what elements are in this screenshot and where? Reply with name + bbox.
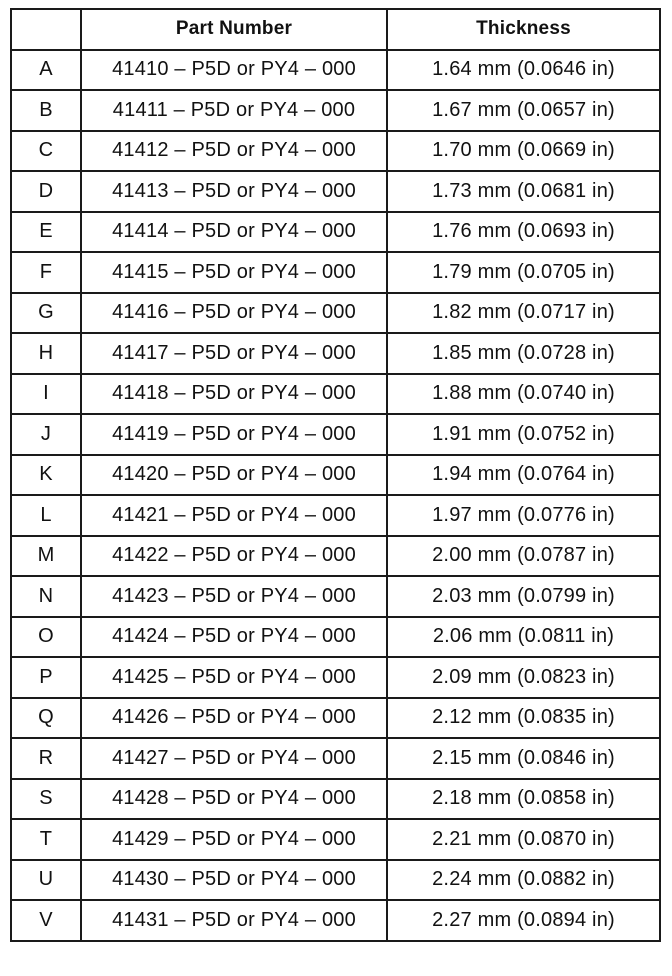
cell-thickness: 1.97 mm (0.0776 in) bbox=[387, 495, 660, 536]
cell-thickness: 2.18 mm (0.0858 in) bbox=[387, 779, 660, 820]
cell-letter: P bbox=[11, 657, 81, 698]
cell-thickness: 2.09 mm (0.0823 in) bbox=[387, 657, 660, 698]
table-row bbox=[11, 171, 660, 212]
cell-part-number: 41421 – P5D or PY4 – 000 bbox=[81, 495, 387, 536]
header-letter bbox=[11, 9, 81, 50]
cell-thickness: 1.73 mm (0.0681 in) bbox=[387, 171, 660, 212]
table-row bbox=[11, 860, 660, 901]
cell-part-number: 41426 – P5D or PY4 – 000 bbox=[81, 698, 387, 739]
cell-part-number: 41427 – P5D or PY4 – 000 bbox=[81, 738, 387, 779]
cell-part-number: 41428 – P5D or PY4 – 000 bbox=[81, 779, 387, 820]
cell-thickness: 2.21 mm (0.0870 in) bbox=[387, 819, 660, 860]
cell-letter: R bbox=[11, 738, 81, 779]
table-row bbox=[11, 536, 660, 577]
table-row bbox=[11, 50, 660, 91]
cell-part-number: 41429 – P5D or PY4 – 000 bbox=[81, 819, 387, 860]
cell-part-number: 41422 – P5D or PY4 – 000 bbox=[81, 536, 387, 577]
table-row bbox=[11, 698, 660, 739]
cell-thickness: 2.12 mm (0.0835 in) bbox=[387, 698, 660, 739]
cell-letter: O bbox=[11, 617, 81, 658]
table-header-row bbox=[11, 9, 660, 50]
cell-letter: E bbox=[11, 212, 81, 253]
cell-thickness: 1.94 mm (0.0764 in) bbox=[387, 455, 660, 496]
cell-thickness: 1.88 mm (0.0740 in) bbox=[387, 374, 660, 415]
cell-thickness: 1.79 mm (0.0705 in) bbox=[387, 252, 660, 293]
cell-letter: K bbox=[11, 455, 81, 496]
cell-part-number: 41415 – P5D or PY4 – 000 bbox=[81, 252, 387, 293]
cell-part-number: 41425 – P5D or PY4 – 000 bbox=[81, 657, 387, 698]
cell-thickness: 1.91 mm (0.0752 in) bbox=[387, 414, 660, 455]
cell-thickness: 1.82 mm (0.0717 in) bbox=[387, 293, 660, 334]
cell-part-number: 41418 – P5D or PY4 – 000 bbox=[81, 374, 387, 415]
header-part-number: Part Number bbox=[81, 9, 387, 50]
cell-thickness: 2.27 mm (0.0894 in) bbox=[387, 900, 660, 941]
table-row bbox=[11, 779, 660, 820]
table-row bbox=[11, 819, 660, 860]
cell-thickness: 1.64 mm (0.0646 in) bbox=[387, 50, 660, 91]
table-row bbox=[11, 333, 660, 374]
cell-letter: Q bbox=[11, 698, 81, 739]
cell-part-number: 41411 – P5D or PY4 – 000 bbox=[81, 90, 387, 131]
cell-part-number: 41419 – P5D or PY4 – 000 bbox=[81, 414, 387, 455]
cell-letter: T bbox=[11, 819, 81, 860]
table-row bbox=[11, 576, 660, 617]
cell-letter: L bbox=[11, 495, 81, 536]
cell-letter: I bbox=[11, 374, 81, 415]
cell-part-number: 41416 – P5D or PY4 – 000 bbox=[81, 293, 387, 334]
cell-letter: G bbox=[11, 293, 81, 334]
cell-thickness: 1.70 mm (0.0669 in) bbox=[387, 131, 660, 172]
cell-letter: M bbox=[11, 536, 81, 577]
table-row bbox=[11, 900, 660, 941]
cell-thickness: 2.15 mm (0.0846 in) bbox=[387, 738, 660, 779]
cell-part-number: 41412 – P5D or PY4 – 000 bbox=[81, 131, 387, 172]
table-row bbox=[11, 374, 660, 415]
cell-letter: C bbox=[11, 131, 81, 172]
cell-thickness: 2.06 mm (0.0811 in) bbox=[387, 617, 660, 658]
cell-part-number: 41430 – P5D or PY4 – 000 bbox=[81, 860, 387, 901]
cell-letter: V bbox=[11, 900, 81, 941]
cell-part-number: 41410 – P5D or PY4 – 000 bbox=[81, 50, 387, 91]
table-row bbox=[11, 495, 660, 536]
table-row bbox=[11, 90, 660, 131]
cell-part-number: 41424 – P5D or PY4 – 000 bbox=[81, 617, 387, 658]
table-row bbox=[11, 657, 660, 698]
cell-thickness: 2.00 mm (0.0787 in) bbox=[387, 536, 660, 577]
cell-letter: A bbox=[11, 50, 81, 91]
table-row bbox=[11, 738, 660, 779]
table-row bbox=[11, 293, 660, 334]
cell-letter: B bbox=[11, 90, 81, 131]
cell-thickness: 2.24 mm (0.0882 in) bbox=[387, 860, 660, 901]
table-body bbox=[11, 50, 660, 941]
cell-part-number: 41423 – P5D or PY4 – 000 bbox=[81, 576, 387, 617]
cell-thickness: 2.03 mm (0.0799 in) bbox=[387, 576, 660, 617]
table-row bbox=[11, 252, 660, 293]
cell-letter: H bbox=[11, 333, 81, 374]
cell-letter: S bbox=[11, 779, 81, 820]
cell-part-number: 41414 – P5D or PY4 – 000 bbox=[81, 212, 387, 253]
cell-thickness: 1.67 mm (0.0657 in) bbox=[387, 90, 660, 131]
header-thickness: Thickness bbox=[387, 9, 660, 50]
cell-letter: U bbox=[11, 860, 81, 901]
parts-thickness-table bbox=[10, 8, 661, 942]
cell-part-number: 41420 – P5D or PY4 – 000 bbox=[81, 455, 387, 496]
cell-letter: N bbox=[11, 576, 81, 617]
cell-thickness: 1.85 mm (0.0728 in) bbox=[387, 333, 660, 374]
cell-part-number: 41413 – P5D or PY4 – 000 bbox=[81, 171, 387, 212]
cell-part-number: 41417 – P5D or PY4 – 000 bbox=[81, 333, 387, 374]
table-row bbox=[11, 131, 660, 172]
cell-letter: F bbox=[11, 252, 81, 293]
table-row bbox=[11, 455, 660, 496]
cell-part-number: 41431 – P5D or PY4 – 000 bbox=[81, 900, 387, 941]
table-row bbox=[11, 617, 660, 658]
cell-thickness: 1.76 mm (0.0693 in) bbox=[387, 212, 660, 253]
cell-letter: J bbox=[11, 414, 81, 455]
cell-letter: D bbox=[11, 171, 81, 212]
table-row bbox=[11, 414, 660, 455]
table-row bbox=[11, 212, 660, 253]
